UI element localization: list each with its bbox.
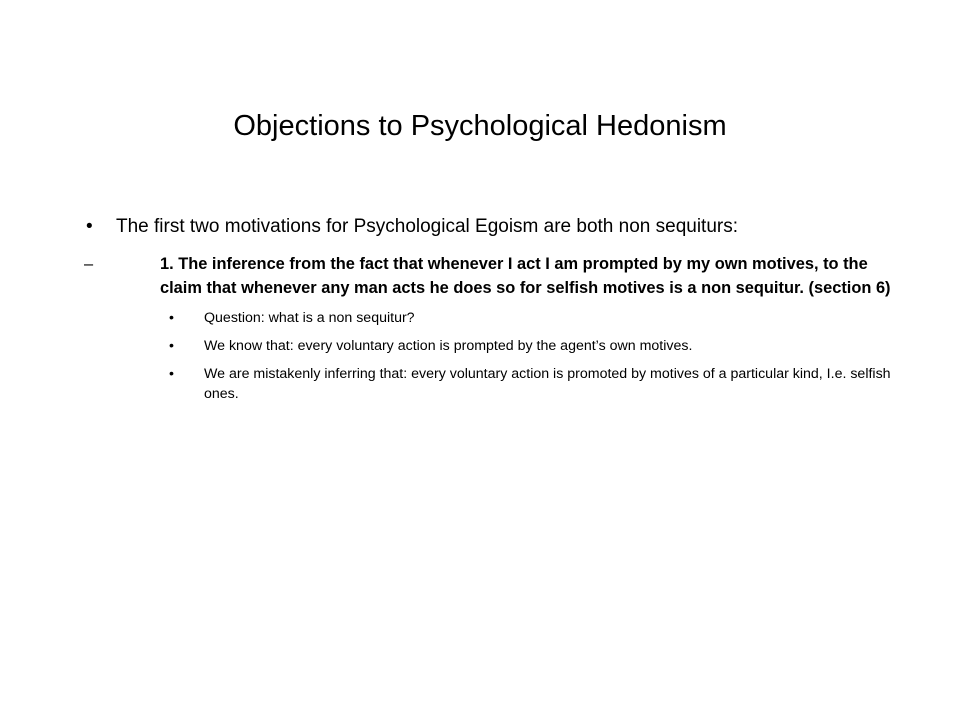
bullet-level1-text: The first two motivations for Psychological Egoism are both non sequiturs: (116, 216, 739, 237)
subpoint-list (169, 308, 900, 404)
subpoint-item (169, 308, 900, 328)
bullet-dot-icon: • (169, 366, 174, 382)
bullet-level1 (80, 214, 900, 240)
subpoint-text: We know that: every voluntary action is prompted by the agent’s own motives. (204, 338, 693, 354)
bullet-dot-icon: • (169, 338, 174, 354)
subpoint-text: Question: what is a non sequitur? (204, 310, 415, 326)
slide-title: Objections to Psychological Hedonism (233, 110, 727, 142)
bullet-level2 (84, 252, 900, 300)
dash-marker-icon: – (84, 255, 94, 273)
slide-body (80, 214, 900, 412)
bullet-dot-icon: • (169, 310, 174, 326)
subpoint-item (169, 336, 900, 356)
bullet-level2-text: 1. The inference from the fact that whenever I act I am prompted by my own motives, to the claim that whenever any man acts he does so for selfish motives is a non sequitur. (section 6) (160, 255, 891, 297)
subpoint-text: We are mistakenly inferring that: every voluntary action is promoted by motives of a particular kind, I.e. selfish ones. (204, 366, 891, 402)
subpoint-item (169, 364, 900, 404)
bullet-dot-icon: • (86, 216, 93, 237)
